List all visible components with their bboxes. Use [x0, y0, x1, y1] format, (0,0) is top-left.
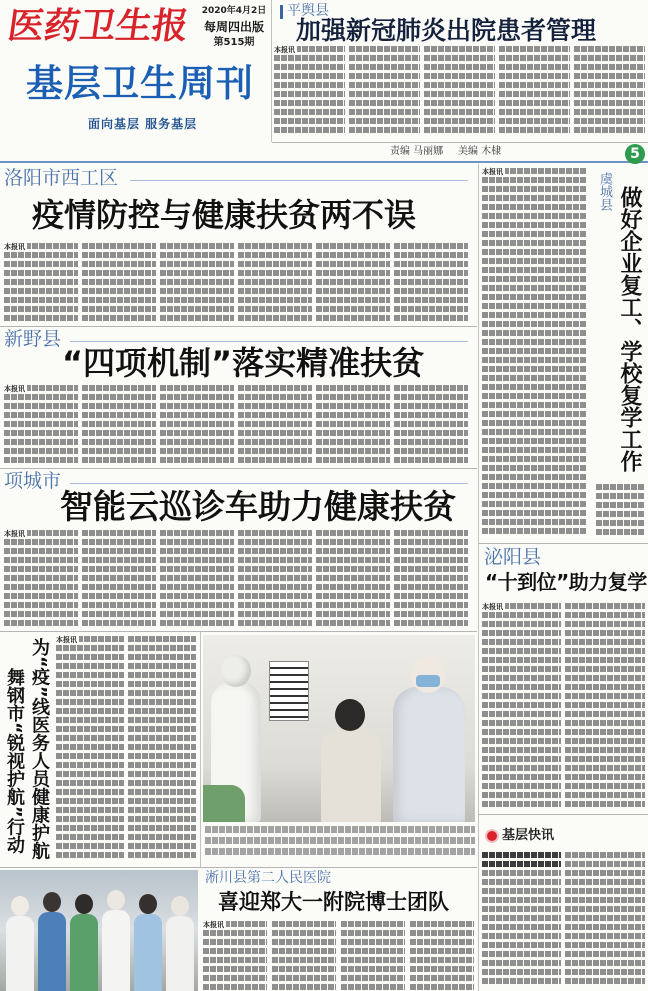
- body-text-column: [316, 530, 390, 629]
- body-text-column: [128, 636, 196, 861]
- article-lead: 本报讯: [4, 243, 25, 251]
- region-marker-bar: [280, 5, 283, 19]
- patient-head: [335, 699, 365, 731]
- region-label-rule: [70, 341, 468, 342]
- article-lead: 本报讯: [482, 603, 503, 611]
- person-figure: [102, 910, 130, 991]
- body-text-column: [394, 243, 468, 324]
- region-label: 平舆县: [287, 3, 329, 19]
- masthead-divider: [271, 0, 272, 142]
- body-text-column: [394, 530, 468, 629]
- person-head: [139, 894, 157, 914]
- issue-date: 2020年4月2日: [201, 6, 267, 16]
- person-figure: [166, 916, 194, 991]
- body-text-column: [316, 243, 390, 324]
- body-text-column: [4, 385, 78, 466]
- body-text-column: [238, 385, 312, 466]
- body-text-column: [203, 921, 267, 990]
- person-figure: [134, 914, 162, 991]
- medical-team-photo: [0, 870, 198, 991]
- body-text-column: [238, 243, 312, 324]
- body-text-column: [574, 46, 645, 136]
- article-lead: 本报讯: [56, 636, 77, 644]
- quick-news-column: [565, 852, 645, 987]
- article-headline: 为“疫”线医务人员健康护航: [29, 638, 50, 860]
- body-text-column: [341, 921, 405, 990]
- article-headline: 疫情防控与健康扶贫两不误: [32, 196, 417, 234]
- article-headline: 做好企业复工、学校复学工作: [617, 186, 642, 472]
- person-head: [171, 896, 189, 916]
- body-text-column: [565, 603, 645, 810]
- body-text-column: [160, 385, 234, 466]
- body-text-column: [4, 530, 78, 629]
- quick-news-column: [482, 852, 561, 987]
- body-text-column: [82, 385, 156, 466]
- article-headline: 加强新冠肺炎出院患者管理: [296, 16, 597, 45]
- person-figure: [38, 912, 66, 991]
- right-column-divider: [478, 164, 479, 991]
- person-figure: [70, 914, 98, 991]
- body-text-column: [596, 484, 645, 538]
- person-head: [107, 890, 125, 910]
- face-mask: [416, 675, 440, 687]
- article-lead: 本报讯: [203, 921, 224, 929]
- body-text-column: [82, 530, 156, 629]
- article-lead: 本报讯: [4, 385, 25, 393]
- body-text-column: [274, 46, 345, 136]
- page-strip-line: [0, 161, 648, 163]
- region-label: 项城市: [4, 470, 62, 492]
- designer-credit: 美编 木棣: [458, 146, 502, 157]
- section-divider: [0, 468, 477, 469]
- green-object: [203, 785, 245, 822]
- doctor-figure-right: [393, 687, 465, 822]
- section-divider: [0, 631, 477, 632]
- region-label: 泌阳县: [484, 546, 542, 568]
- body-text-column: [82, 243, 156, 324]
- body-text-column: [272, 921, 336, 990]
- supplement-slogan: 面向基层 服务基层: [88, 117, 198, 131]
- quick-news-title: 基层快讯: [502, 828, 555, 843]
- eye-chart: [269, 661, 309, 721]
- supplement-title: 基层卫生周刊: [26, 62, 254, 105]
- article-lead: 本报讯: [4, 530, 25, 538]
- region-label: 虞城县: [597, 172, 612, 211]
- page-number-badge: 5: [625, 144, 645, 164]
- article-lead: 本报讯: [482, 168, 503, 176]
- body-text-column: [394, 385, 468, 466]
- body-text-column: [349, 46, 420, 136]
- article-headline: 智能云巡诊车助力健康扶贫: [60, 487, 456, 526]
- body-text-column: [238, 530, 312, 629]
- person-head: [75, 894, 93, 914]
- section-divider: [272, 142, 648, 143]
- body-text-column: [482, 603, 561, 810]
- body-text-column: [499, 46, 570, 136]
- article-headline: 喜迎郑大一附院博士团队: [218, 890, 449, 914]
- body-text-column: [482, 168, 586, 537]
- section-divider: [479, 814, 648, 815]
- region-label: 新野县: [4, 328, 62, 350]
- column-divider: [200, 632, 201, 868]
- body-text-column: [56, 636, 124, 861]
- body-text-column: [4, 243, 78, 324]
- body-text-column: [316, 385, 390, 466]
- region-label: 淅川县第二人民医院: [205, 870, 331, 886]
- red-dot-icon: [487, 831, 497, 841]
- body-text-column: [160, 243, 234, 324]
- patient-body: [321, 729, 381, 822]
- newspaper-logo: 医药卫生报: [5, 5, 191, 47]
- section-divider: [0, 326, 477, 327]
- body-text-column: [410, 921, 474, 990]
- body-text-column: [424, 46, 495, 136]
- editor-credit: 责编 马丽娜: [390, 146, 444, 157]
- section-divider: [479, 543, 648, 544]
- article-lead: 本报讯: [274, 46, 295, 54]
- article-headline: “四项机制”落实精准扶贫: [62, 344, 425, 382]
- article-headline: “十到位”助力复学: [485, 570, 647, 594]
- issue-info-box: [200, 4, 268, 54]
- section-divider: [0, 867, 477, 868]
- person-figure: [6, 916, 34, 991]
- issue-frequency: 每周四出版: [203, 20, 264, 34]
- person-head: [43, 892, 61, 912]
- region-label-rule: [70, 483, 468, 484]
- article-subheadline: 舞钢市“锐视护航”行动: [4, 668, 25, 854]
- body-text-column: [160, 530, 234, 629]
- quick-news-item-title: [482, 852, 561, 867]
- photo-caption: [205, 826, 475, 859]
- region-label: 洛阳市西工区: [4, 167, 119, 189]
- person-head: [11, 896, 29, 916]
- doctor-head-left: [221, 655, 251, 687]
- issue-number: 第515期: [213, 37, 255, 48]
- region-label-rule: [130, 180, 468, 181]
- eye-exam-photo: [203, 635, 475, 822]
